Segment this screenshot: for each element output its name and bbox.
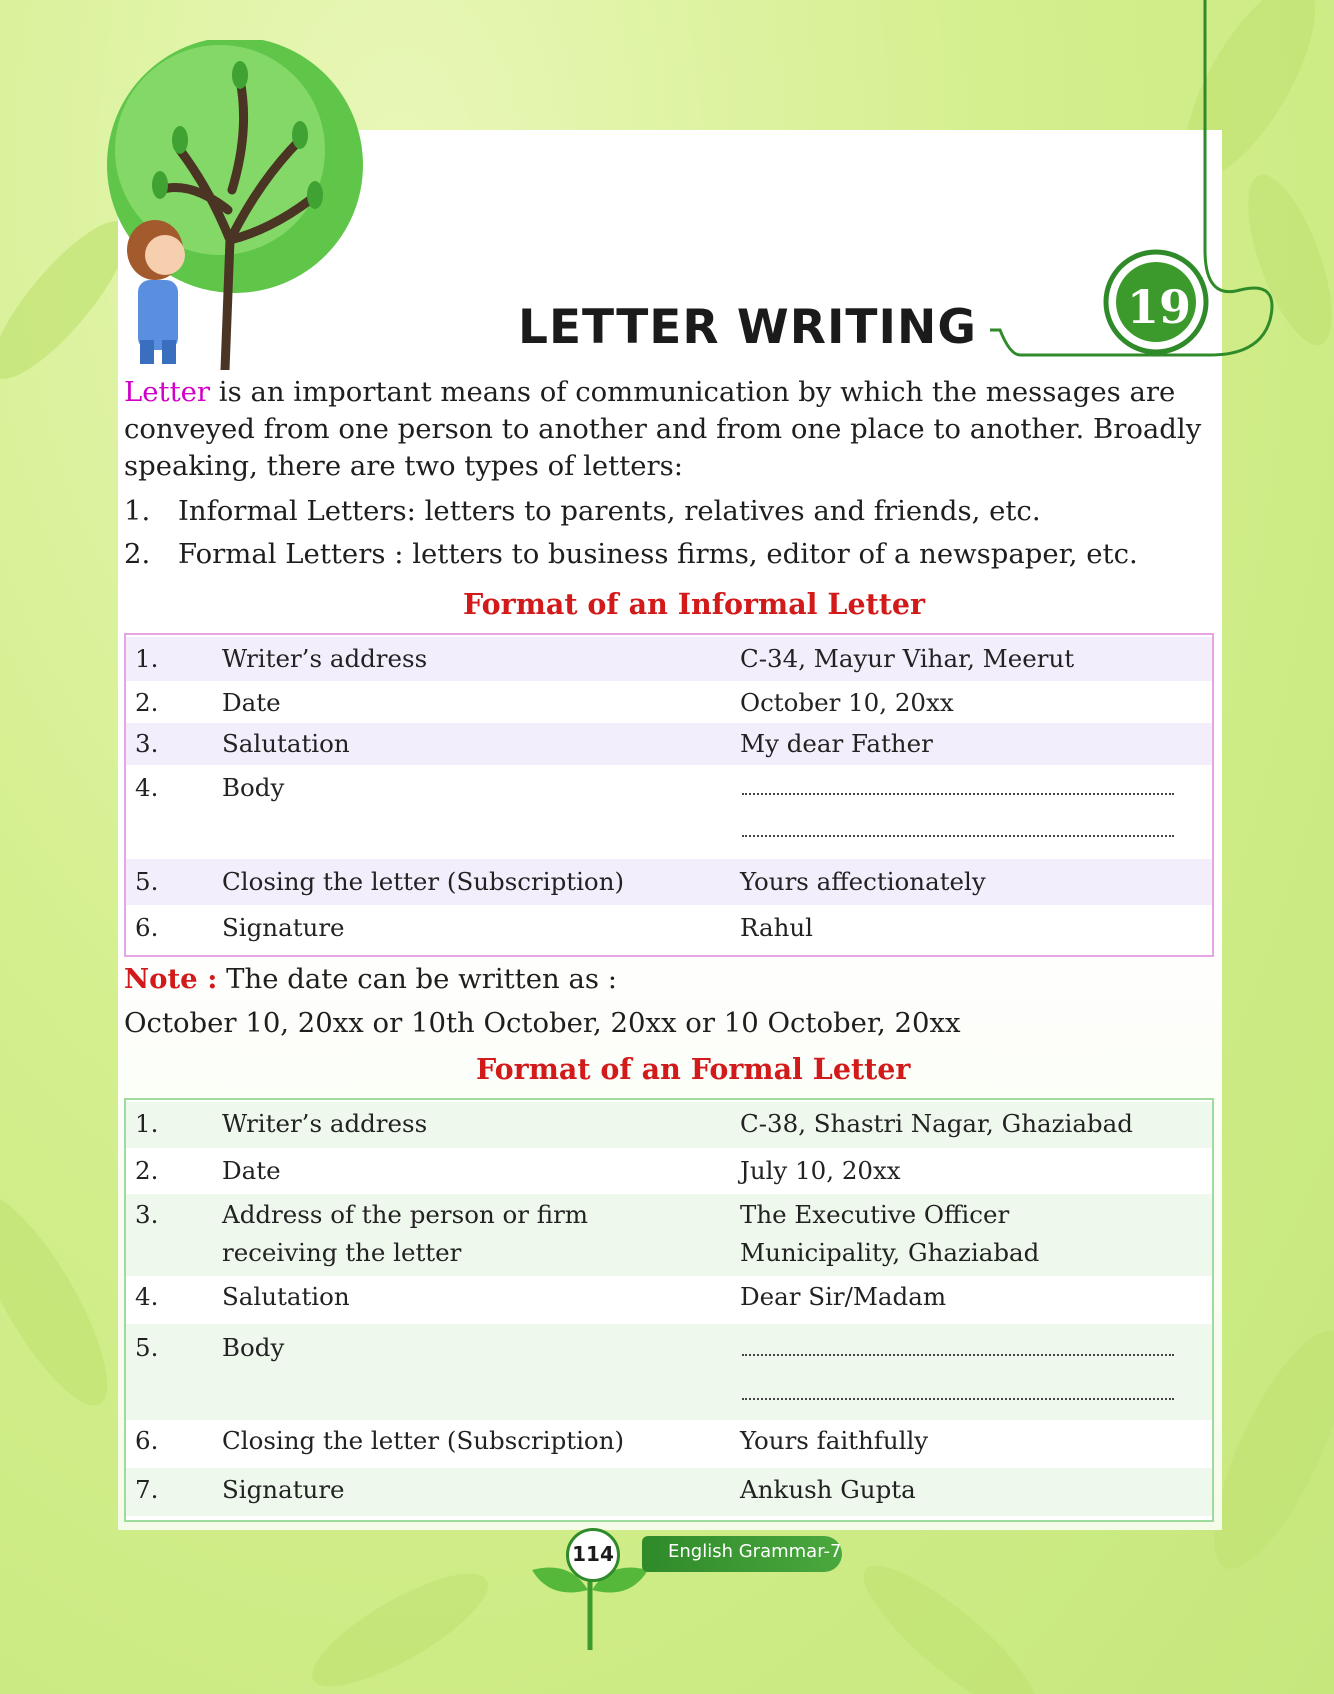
letter-part: Signature [222,1475,345,1504]
letter-part: Signature [222,913,345,942]
row-number: 7. [135,1475,159,1504]
note-text: The date can be written as : [217,963,617,995]
letter-part: Date [222,688,281,717]
table-row [126,1324,1212,1420]
row-number: 4. [135,1282,159,1311]
row-number: 3. [135,729,159,758]
row-number: 3. [135,1200,159,1229]
example-value: October 10, 20xx [740,688,954,717]
body-placeholder-line [742,793,1174,795]
letter-part: Salutation [222,729,350,758]
list-number: 1. [124,495,151,527]
example-value: Yours affectionately [740,867,986,896]
example-value: Yours faithfully [740,1426,929,1455]
example-value: July 10, 20xx [740,1156,901,1185]
list-text: Formal Letters : letters to business firms, editor of a newspaper, etc. [178,538,1138,570]
table-row [126,681,1212,723]
letter-part: Salutation [222,1282,350,1311]
page-title: LETTER WRITING [518,300,977,355]
row-number: 6. [135,1426,159,1455]
table-row [126,1420,1212,1468]
intro-text: is an important means of communication by which the messages are conveyed from one person to another and from one place to another. Broadly speaking, there are two types of letters: [124,376,1202,482]
informal-format-table [124,633,1214,957]
row-number: 5. [135,867,159,896]
example-value: The Executive Officer [740,1200,1010,1229]
letter-part: Body [222,773,285,802]
letter-part: Date [222,1156,281,1185]
example-value: C-38, Shastri Nagar, Ghaziabad [740,1109,1133,1138]
table-row [126,1468,1212,1516]
letter-part: Closing the letter (Subscription) [222,867,625,896]
table-row [126,859,1212,905]
table-row [126,1148,1212,1194]
intro-keyword: Letter [124,376,211,408]
row-number: 6. [135,913,159,942]
letter-part: Address of the person or firm [222,1200,589,1229]
list-text: Informal Letters: letters to parents, relatives and friends, etc. [178,495,1041,527]
date-formats-line: October 10, 20xx or 10th October, 20xx or 10 October, 20xx [124,1007,961,1039]
note-label: Note : [124,963,218,995]
letter-part: Writer’s address [222,644,428,673]
letter-part: Body [222,1333,285,1362]
example-value: My dear Father [740,729,933,758]
note-line [124,963,617,995]
formal-format-heading: Format of an Formal Letter [476,1052,911,1086]
row-number: 1. [135,644,159,673]
table-row [126,1276,1212,1324]
body-placeholder-line [742,1354,1174,1356]
table-row [126,637,1212,681]
example-value: Dear Sir/Madam [740,1282,947,1311]
tree-girl-illustration [100,40,400,370]
chapter-number: 19 [1127,280,1192,334]
example-value: Ankush Gupta [740,1475,916,1504]
body-placeholder-line [742,835,1174,837]
book-title: English Grammar-7 [668,1541,842,1562]
body-placeholder-line [742,1398,1174,1400]
letter-part: receiving the letter [222,1238,462,1267]
formal-format-table [124,1098,1214,1522]
row-number: 5. [135,1333,159,1362]
table-row [126,905,1212,951]
table-row [126,1102,1212,1148]
table-row [126,765,1212,859]
informal-format-heading: Format of an Informal Letter [463,587,926,621]
row-number: 4. [135,773,159,802]
page-number: 114 [566,1528,620,1582]
list-number: 2. [124,538,151,570]
example-value: C-34, Mayur Vihar, Meerut [740,644,1075,673]
table-row [126,723,1212,765]
table-row [126,1194,1212,1276]
example-value: Municipality, Ghaziabad [740,1238,1040,1267]
letter-part: Writer’s address [222,1109,428,1138]
intro-paragraph [124,374,1214,485]
letter-part: Closing the letter (Subscription) [222,1426,625,1455]
example-value: Rahul [740,913,814,942]
row-number: 2. [135,1156,159,1185]
row-number: 2. [135,688,159,717]
row-number: 1. [135,1109,159,1138]
